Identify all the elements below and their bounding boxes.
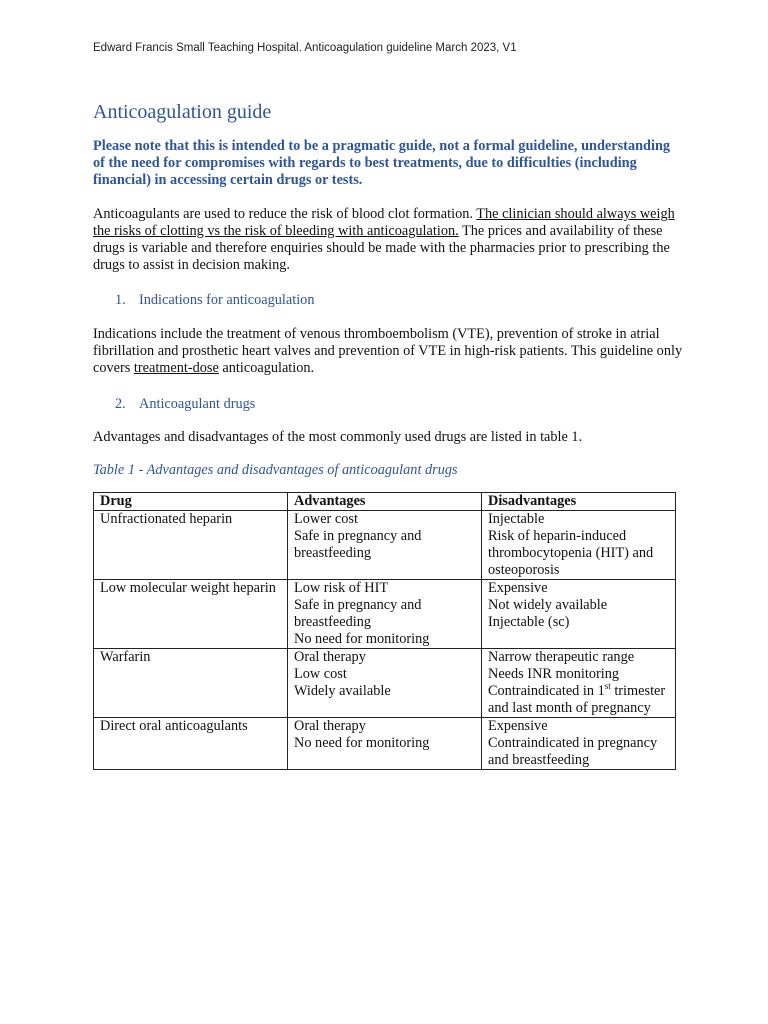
disadvantages-cell — [482, 511, 676, 580]
table-row — [94, 511, 676, 580]
indications-paragraph — [93, 326, 683, 377]
advantage-item: No need for monitoring — [294, 735, 430, 751]
advantage-item: Low cost — [294, 666, 347, 682]
table-row — [94, 649, 676, 718]
pragmatic-guide-note: Please note that this is intended to be a pragmatic guide, not a formal guideline, understanding of the need for compromises with regards to best treatments, due to difficulties (including financial) in accessing certain drugs or tests. — [93, 138, 671, 188]
indications-underlined: treatment-dose — [133, 360, 219, 376]
disadvantage-item: Risk of heparin-induced thrombocytopenia (HIT) and osteoporosis — [488, 528, 654, 578]
section-heading-indications — [115, 292, 314, 309]
advantage-item: Oral therapy — [294, 718, 366, 734]
disadvantages-cell — [482, 649, 676, 718]
contraindication-text: Contraindicated in 1 — [488, 683, 605, 699]
section-title: Anticoagulant drugs — [139, 396, 256, 412]
anticoagulant-drugs-table — [93, 492, 676, 770]
contraindication-text-end: trimester and last month of pregnancy — [488, 683, 666, 716]
drug-cell: Warfarin — [94, 649, 288, 718]
disadvantages-cell — [482, 580, 676, 649]
disadvantage-item — [488, 683, 669, 717]
ordinal-superscript: st — [604, 681, 611, 692]
disadvantage-item: Injectable — [488, 511, 545, 527]
disadvantage-item: Expensive — [488, 718, 548, 734]
intro-text-start: Anticoagulants are used to reduce the risk of blood clot formation. — [93, 206, 477, 222]
drug-cell: Unfractionated heparin — [94, 511, 288, 580]
advantage-item: Oral therapy — [294, 649, 366, 665]
column-header-drug: Drug — [94, 493, 288, 511]
table-header-row — [94, 493, 676, 511]
indications-text-end: anticoagulation. — [218, 360, 315, 376]
disadvantage-item: Injectable (sc) — [488, 614, 570, 630]
column-header-advantages: Advantages — [288, 493, 482, 511]
page-header: Edward Francis Small Teaching Hospital. Anticoagulation guideline March 2023, V1 — [93, 42, 517, 54]
disadvantage-item: Expensive — [488, 580, 548, 596]
indications-text-start: Indications include the treatment of venous thromboembolism (VTE), prevention of stroke in atrial fibrillation and prosthetic heart valves and prevention of VTE in high-risk patients. This guideline only covers — [93, 326, 683, 376]
table-row — [94, 580, 676, 649]
document-title: Anticoagulation guide — [93, 101, 272, 123]
disadvantage-item: Narrow therapeutic range — [488, 649, 635, 665]
drug-cell: Direct oral anticoagulants — [94, 718, 288, 770]
disadvantage-item: Contraindicated in pregnancy and breastfeeding — [488, 735, 658, 768]
drug-cell: Low molecular weight heparin — [94, 580, 288, 649]
advantages-cell — [288, 580, 482, 649]
advantages-cell — [288, 511, 482, 580]
advantage-item: No need for monitoring — [294, 631, 430, 647]
intro-paragraph — [93, 206, 683, 274]
table-row — [94, 718, 676, 770]
drugs-intro-paragraph: Advantages and disadvantages of the most commonly used drugs are listed in table 1. — [93, 429, 583, 445]
section-number: 1. — [115, 292, 126, 308]
disadvantages-cell — [482, 718, 676, 770]
section-number: 2. — [115, 396, 126, 412]
disadvantage-item: Not widely available — [488, 597, 608, 613]
advantage-item: Safe in pregnancy and breastfeeding — [294, 528, 422, 561]
intro-underlined-warning: The clinician should always weigh the risks of clotting vs the risk of bleeding with anticoagulation. — [93, 206, 675, 239]
table-caption: Table 1 - Advantages and disadvantages of anticoagulant drugs — [93, 462, 458, 478]
advantage-item: Safe in pregnancy and breastfeeding — [294, 597, 422, 630]
intro-text-end: The prices and availability of these drugs is variable and therefore enquiries should be made with the pharmacies prior to prescribing the drugs to assist in decision making. — [93, 223, 670, 273]
advantages-cell — [288, 718, 482, 770]
column-header-disadvantages: Disadvantages — [482, 493, 676, 511]
advantage-item: Widely available — [294, 683, 391, 699]
advantage-item: Lower cost — [294, 511, 358, 527]
section-title: Indications for anticoagulation — [139, 292, 315, 308]
advantage-item: Low risk of HIT — [294, 580, 389, 596]
section-heading-drugs — [115, 396, 255, 413]
advantages-cell — [288, 649, 482, 718]
disadvantage-item: Needs INR monitoring — [488, 666, 620, 682]
